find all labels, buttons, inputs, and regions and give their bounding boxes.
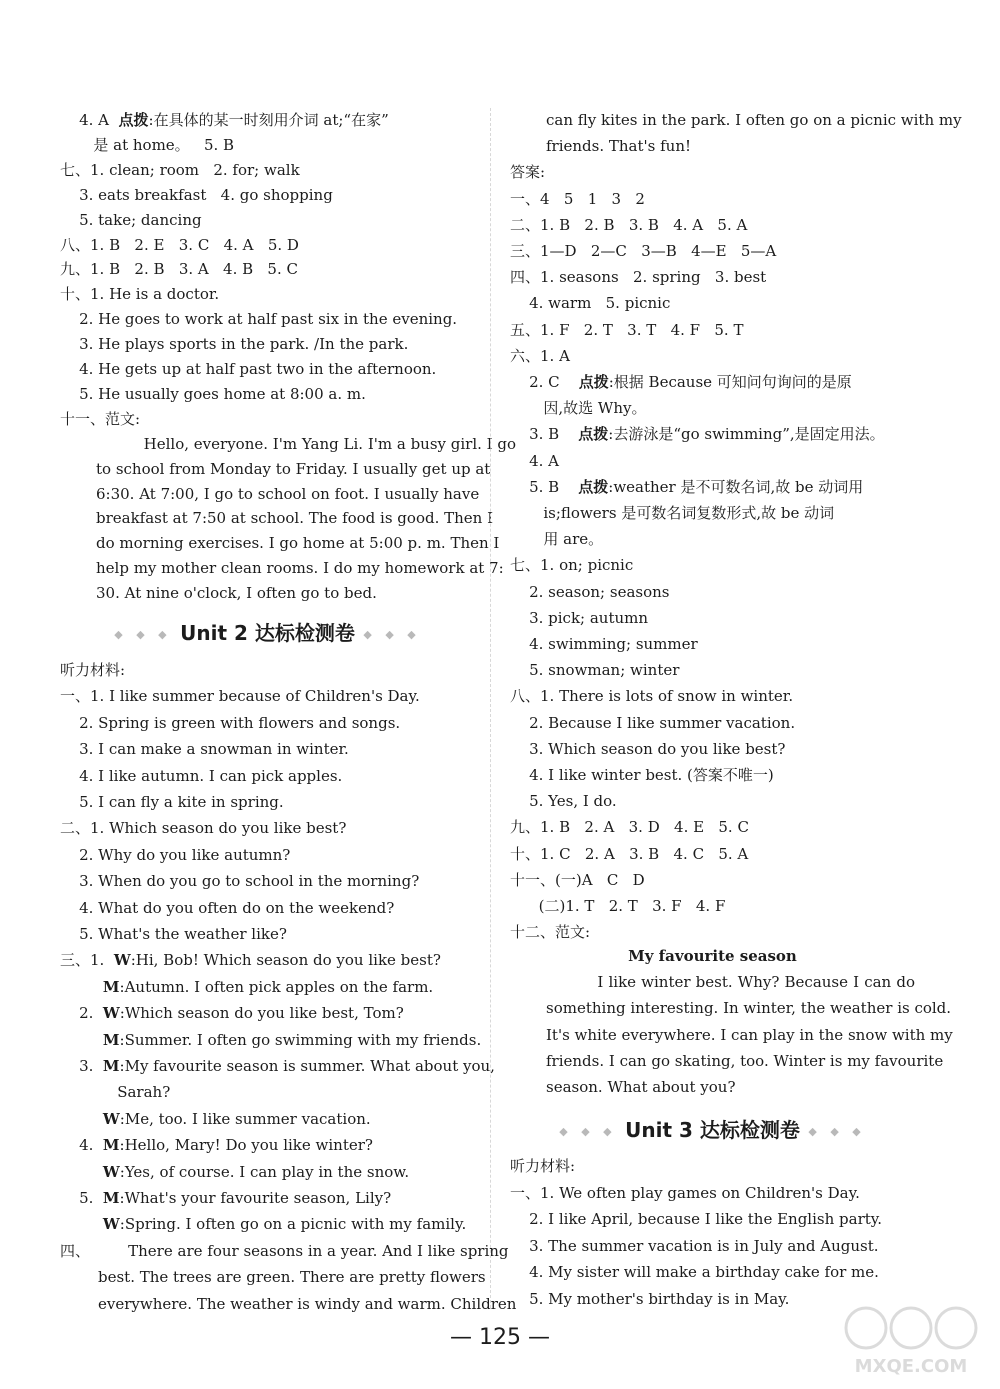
text-line: 5. My mother's birthday is in May. [510,1289,790,1308]
text-line: 5. take; dancing [60,210,202,229]
text-line: 4. I like winter best. (答案不唯一) [510,766,774,784]
text-line: 2. Spring is green with flowers and songs. [60,713,401,732]
text-line: 4. A [510,451,559,470]
text-line: 2. Why do you like autumn? [60,845,291,864]
text-line: 4. warm 5. picnic [510,294,671,313]
text-line: 5. Yes, I do. [510,792,617,811]
hint-label: 点拨 [118,111,149,129]
text-line: 5. What's the weather like? [60,925,287,943]
text-line: help my mother clean rooms. I do my homework at 7: [96,559,504,578]
text-line: 2. Because I like summer vacation. [510,713,796,732]
text-line: 九、1. B 2. A 3. D 4. E 5. C [510,818,749,837]
watermark-logo [836,1300,986,1384]
text-line: 6:30. At 7:00, I go to school on foot. I usually have [96,484,480,503]
text-line: 五、1. F 2. T 3. T 4. F 5. T [510,320,744,339]
text-line: season. What about you? [546,1078,736,1097]
text-line: breakfast at 7:50 at school. The food is good. Then I [96,509,494,528]
text-line: 九、1. B 2. B 3. A 4. B 5. C [60,260,298,279]
text-line: 十、1. C 2. A 3. B 4. C 5. A [510,844,749,863]
hint-label: W [102,1004,120,1023]
ornament-icon: ◆ ◆ ◆ [559,1125,626,1138]
section-heading-unit3: ◆ ◆ ◆ Unit 3 达标检测卷 ◆ ◆ ◆ [559,1118,866,1142]
text-line: 5. I can fly a kite in spring. [60,793,284,811]
text-line: W:Spring. I often go on a picnic with my family. [102,1215,467,1234]
text-line: 答案: [510,163,546,182]
text-line: friends. I can go skating, too. Winter is my favourite [546,1051,944,1070]
text-line: 用 are。 [510,530,604,549]
column-divider [490,108,491,1308]
text-line: 3. pick; autumn [510,608,649,627]
text-line: Hello, everyone. I'm Yang Li. I'm a busy girl. I go [96,434,517,453]
text-line: It's white everywhere. I can play in the snow with my [546,1025,953,1044]
text-line: 一、1. We often play games on Children's Day. [510,1183,860,1202]
hint-label: W [102,1162,120,1181]
text-line: 3. Which season do you like best? [510,739,786,758]
text-line: is;flowers 是可数名词复数形式,故 be 动词 [510,504,835,522]
text-line: 5. snowman; winter [510,661,680,680]
text-line: 3. He plays sports in the park. /In the park. [60,335,409,354]
text-line: 七、1. on; picnic [510,556,634,575]
text-line: can fly kites in the park. I often go on a picnic with my [546,111,962,129]
text-line: M:Autumn. I often pick apples on the farm. [102,977,434,996]
text-line: 4. I like autumn. I can pick apples. [60,766,343,785]
section-heading-unit2: ◆ ◆ ◆ Unit 2 达标检测卷 ◆ ◆ ◆ [114,621,421,645]
hint-label: M [102,977,120,996]
text-line: everywhere. The weather is windy and warm. Children [98,1294,517,1313]
text-line: 听力材料: [60,661,126,679]
text-line: 4. He gets up at half past two in the afternoon. [60,360,437,378]
text-line: 5. He usually goes home at 8:00 a. m. [60,384,366,403]
text-line: (二)1. T 2. T 3. F 4. F [510,897,726,915]
text-line: 4. swimming; summer [510,635,698,653]
text-line: 十二、范文: [510,923,591,942]
text-line: 十一、(一)A C D [510,870,645,889]
watermark-text: MXQE.COM [854,1356,968,1377]
text-line: 七、1. clean; room 2. for; walk [60,160,300,179]
hint-label: 点拨 [578,477,609,496]
text-line: 十一、范文: [60,409,141,428]
text-line: 4. A 点拨:在具体的某一时刻用介词 at;“在家” [60,111,389,129]
text-line: 2. C 点拨:根据 Because 可知问句询问的是原 [510,373,852,391]
text-line: 5. B 点拨:weather 是不可数名词,故 be 动词用 [510,477,864,496]
text-line: friends. That's fun! [546,137,692,156]
hint-label: W [113,951,131,970]
text-line: 四、1. seasons 2. spring 3. best [510,268,767,287]
text-line: 四、 There are four seasons in a year. And I like spring [60,1241,509,1260]
hint-label: M [102,1189,120,1207]
text-line: 4. What do you often do on the weekend? [60,898,395,917]
text-line: 3. eats breakfast 4. go shopping [60,185,333,204]
hint-label: M [102,1030,120,1049]
text-line: 二、1. Which season do you like best? [60,819,347,838]
text-line: M:Summer. I often go swimming with my friends. [102,1030,482,1049]
text-line: 2. W:Which season do you like best, Tom? [60,1004,404,1023]
text-line: 八、1. B 2. E 3. C 4. A 5. D [60,235,299,254]
hint-label: W [102,1109,120,1128]
page-number: — 125 — [450,1325,550,1350]
essay-title: My favourite season [628,947,797,965]
hint-label: M [102,1057,120,1075]
text-line: do morning exercises. I go home at 5:00 p. m. Then I [96,534,500,553]
hint-label: W [102,1215,120,1234]
text-line: 十、1. He is a doctor. [60,285,220,304]
text-line: 2. He goes to work at half past six in the evening. [60,310,458,329]
text-line: Sarah? [60,1083,171,1102]
ornament-icon: ◆ ◆ ◆ [114,628,181,641]
text-line: best. The trees are green. There are pretty flowers [98,1268,486,1287]
text-line: 3. I can make a snowman in winter. [60,740,349,759]
text-line: 一、1. I like summer because of Children's Day. [60,687,420,706]
text-line: 二、1. B 2. B 3. B 4. A 5. A [510,215,748,234]
hint-label: M [102,1136,120,1155]
text-line: W:Me, too. I like summer vacation. [102,1109,371,1128]
text-line: to school from Monday to Friday. I usually get up at [96,459,491,478]
hint-label: 点拨 [578,425,609,444]
hint-label: 点拨 [578,373,609,391]
text-line: 是 at home。 5. B [60,135,235,154]
text-line: 3. When do you go to school in the morning? [60,872,420,891]
text-line: 八、1. There is lots of snow in winter. [510,687,794,706]
text-line: 3. The summer vacation is in July and August. [510,1236,879,1255]
text-line: 3. M:My favourite season is summer. What about you, [60,1057,495,1075]
text-line: 因,故选 Why。 [510,399,647,418]
ornament-icon: ◆ ◆ ◆ [799,1125,866,1138]
ornament-icon: ◆ ◆ ◆ [354,628,421,641]
text-line: 三、1. W:Hi, Bob! Which season do you like best? [60,951,441,970]
text-line: 2. I like April, because I like the English party. [510,1210,883,1228]
text-line: 30. At nine o'clock, I often go to bed. [96,584,377,603]
text-line: 三、1—D 2—C 3—B 4—E 5—A [510,242,777,260]
text-line: 3. B 点拨:去游泳是“go swimming”,是固定用法。 [510,425,885,444]
text-line: I like winter best. Why? Because I can do [546,973,915,991]
text-line: 2. season; seasons [510,582,670,601]
text-line: 听力材料: [510,1157,576,1175]
text-line: 4. M:Hello, Mary! Do you like winter? [60,1136,373,1155]
text-line: 一、4 5 1 3 2 [510,189,645,208]
text-line: W:Yes, of course. I can play in the snow. [102,1162,410,1181]
text-line: 4. My sister will make a birthday cake for me. [510,1263,879,1281]
text-line: something interesting. In winter, the weather is cold. [546,999,952,1018]
text-line: 六、1. A [510,346,570,365]
text-line: 5. M:What's your favourite season, Lily? [60,1189,392,1207]
